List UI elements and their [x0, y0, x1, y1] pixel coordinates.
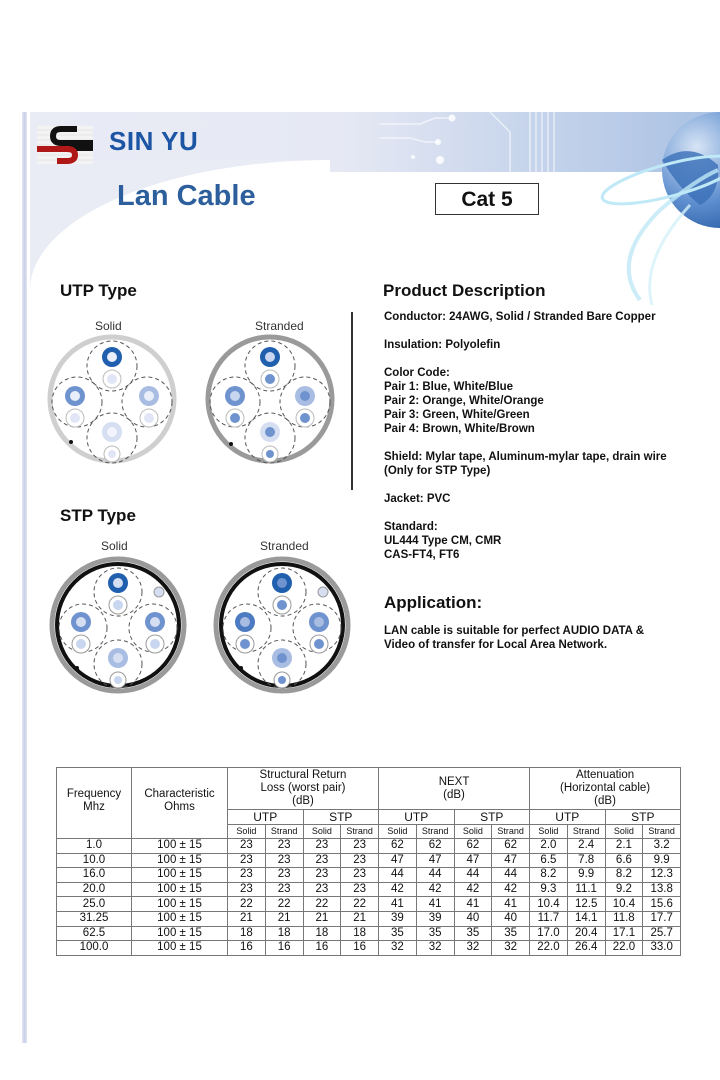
attenuation-cell: 12.5 [567, 897, 605, 912]
sin-yu-logo [37, 126, 93, 164]
frequency-cell: 31.25 [57, 911, 132, 926]
next-cell: 41 [416, 897, 454, 912]
srl-cell: 18 [303, 926, 341, 941]
frequency-cell: 16.0 [57, 868, 132, 883]
table-row [57, 882, 681, 897]
ohms-cell: 100 ± 15 [132, 941, 228, 956]
attenuation-cell: 11.7 [530, 911, 568, 926]
stp-solid-cable-diagram [49, 556, 187, 694]
srl-cell: 23 [303, 882, 341, 897]
next-cell: 39 [379, 911, 417, 926]
next-cell: 41 [492, 897, 530, 912]
attenuation-cell: 8.2 [530, 868, 568, 883]
attenuation-cell: 14.1 [567, 911, 605, 926]
standard-heading: Standard: [384, 521, 438, 533]
srl-cell: 23 [265, 853, 303, 868]
attenuation-cell: 3.2 [643, 839, 681, 854]
utp-stranded-cable-diagram [205, 334, 335, 464]
att-utp: UTP [530, 810, 606, 825]
srl-cell: 16 [303, 941, 341, 956]
srl-utp: UTP [228, 810, 304, 825]
attenuation-cell: 13.8 [643, 882, 681, 897]
subtype-solid: Solid [303, 825, 341, 839]
stp-stranded-label: Stranded [260, 539, 309, 553]
subtype-strand: Strand [492, 825, 530, 839]
srl-stp: STP [303, 810, 379, 825]
attenuation-cell: 9.9 [643, 853, 681, 868]
stp-stranded-cable-diagram [213, 556, 351, 694]
application-line-2: Video of transfer for Local Area Network. [384, 639, 608, 651]
utp-type-heading: UTP Type [60, 281, 137, 300]
srl-cell: 16 [265, 941, 303, 956]
header-next: NEXT (dB) [379, 768, 530, 810]
next-cell: 32 [379, 941, 417, 956]
next-cell: 35 [492, 926, 530, 941]
ohms-cell: 100 ± 15 [132, 853, 228, 868]
insulation-spec: Insulation: Polyolefin [384, 339, 501, 351]
srl-cell: 23 [341, 853, 379, 868]
stp-solid-label: Solid [101, 539, 128, 553]
attenuation-cell: 9.3 [530, 882, 568, 897]
header-characteristic: Characteristic Ohms [132, 768, 228, 839]
srl-cell: 23 [303, 853, 341, 868]
next-cell: 41 [454, 897, 492, 912]
next-cell: 62 [416, 839, 454, 854]
spec-table [56, 767, 681, 956]
next-cell: 44 [379, 868, 417, 883]
attenuation-cell: 25.7 [643, 926, 681, 941]
srl-cell: 22 [341, 897, 379, 912]
header-structural-return-loss: Structural Return Loss (worst pair) (dB) [228, 768, 379, 810]
ohms-cell: 100 ± 15 [132, 911, 228, 926]
subtype-strand: Strand [643, 825, 681, 839]
frequency-cell: 100.0 [57, 941, 132, 956]
table-row [57, 897, 681, 912]
srl-cell: 21 [228, 911, 266, 926]
pair-4: Pair 4: Brown, White/Brown [384, 423, 535, 435]
globe-graphic [600, 110, 720, 310]
attenuation-cell: 26.4 [567, 941, 605, 956]
srl-cell: 22 [303, 897, 341, 912]
page-left-strip [22, 112, 27, 1043]
next-cell: 47 [379, 853, 417, 868]
next-cell: 42 [416, 882, 454, 897]
ohms-cell: 100 ± 15 [132, 839, 228, 854]
next-cell: 40 [454, 911, 492, 926]
frequency-cell: 1.0 [57, 839, 132, 854]
section-divider [351, 312, 353, 490]
att-stp: STP [605, 810, 681, 825]
table-row [57, 868, 681, 883]
srl-cell: 23 [341, 868, 379, 883]
next-cell: 32 [454, 941, 492, 956]
attenuation-cell: 10.4 [605, 897, 643, 912]
next-cell: 35 [454, 926, 492, 941]
spec-table-body [57, 839, 681, 956]
table-row [57, 926, 681, 941]
utp-solid-cable-diagram [47, 334, 177, 464]
next-stp: STP [454, 810, 530, 825]
attenuation-cell: 33.0 [643, 941, 681, 956]
conductor-spec: Conductor: 24AWG, Solid / Stranded Bare Copper [384, 311, 656, 323]
srl-cell: 16 [341, 941, 379, 956]
srl-cell: 23 [228, 839, 266, 854]
srl-cell: 23 [265, 882, 303, 897]
next-utp: UTP [379, 810, 455, 825]
srl-cell: 22 [265, 897, 303, 912]
next-cell: 39 [416, 911, 454, 926]
next-cell: 42 [379, 882, 417, 897]
subtype-solid: Solid [379, 825, 417, 839]
table-row [57, 911, 681, 926]
attenuation-cell: 6.5 [530, 853, 568, 868]
table-row [57, 839, 681, 854]
next-cell: 47 [454, 853, 492, 868]
subtype-strand: Strand [567, 825, 605, 839]
shield-spec: Shield: Mylar tape, Aluminum-mylar tape, drain wire [384, 451, 667, 463]
pair-2: Pair 2: Orange, White/Orange [384, 395, 544, 407]
frequency-cell: 25.0 [57, 897, 132, 912]
category-badge: Cat 5 [435, 183, 539, 215]
pair-3: Pair 3: Green, White/Green [384, 409, 530, 421]
attenuation-cell: 11.8 [605, 911, 643, 926]
frequency-cell: 20.0 [57, 882, 132, 897]
next-cell: 32 [416, 941, 454, 956]
subtype-strand: Strand [265, 825, 303, 839]
frequency-cell: 10.0 [57, 853, 132, 868]
next-cell: 44 [454, 868, 492, 883]
attenuation-cell: 12.3 [643, 868, 681, 883]
attenuation-cell: 7.8 [567, 853, 605, 868]
attenuation-cell: 15.6 [643, 897, 681, 912]
srl-cell: 23 [341, 882, 379, 897]
srl-cell: 23 [228, 853, 266, 868]
attenuation-cell: 11.1 [567, 882, 605, 897]
srl-cell: 21 [341, 911, 379, 926]
shield-note: (Only for STP Type) [384, 465, 491, 477]
attenuation-cell: 17.0 [530, 926, 568, 941]
attenuation-cell: 17.7 [643, 911, 681, 926]
attenuation-cell: 2.0 [530, 839, 568, 854]
product-description-heading: Product Description [383, 281, 546, 300]
utp-stranded-label: Stranded [255, 319, 304, 333]
next-cell: 35 [379, 926, 417, 941]
next-cell: 62 [492, 839, 530, 854]
attenuation-cell: 10.4 [530, 897, 568, 912]
utp-solid-label: Solid [95, 319, 122, 333]
table-row [57, 941, 681, 956]
next-cell: 32 [492, 941, 530, 956]
attenuation-cell: 8.2 [605, 868, 643, 883]
circuit-graphic [380, 112, 620, 172]
srl-cell: 23 [228, 868, 266, 883]
standard-1: UL444 Type CM, CMR [384, 535, 502, 547]
attenuation-cell: 2.4 [567, 839, 605, 854]
stp-type-heading: STP Type [60, 506, 136, 525]
next-cell: 44 [492, 868, 530, 883]
attenuation-cell: 9.2 [605, 882, 643, 897]
subtype-strand: Strand [416, 825, 454, 839]
application-text [384, 624, 644, 652]
next-cell: 40 [492, 911, 530, 926]
next-cell: 42 [454, 882, 492, 897]
subtype-solid: Solid [605, 825, 643, 839]
attenuation-cell: 20.4 [567, 926, 605, 941]
product-description [384, 310, 667, 562]
srl-cell: 23 [341, 839, 379, 854]
subtype-solid: Solid [454, 825, 492, 839]
pair-1: Pair 1: Blue, White/Blue [384, 381, 514, 393]
srl-cell: 18 [265, 926, 303, 941]
frequency-cell: 62.5 [57, 926, 132, 941]
attenuation-cell: 9.9 [567, 868, 605, 883]
subtype-strand: Strand [341, 825, 379, 839]
brand-name: SIN YU [109, 126, 199, 156]
srl-cell: 18 [341, 926, 379, 941]
attenuation-cell: 22.0 [605, 941, 643, 956]
ohms-cell: 100 ± 15 [132, 897, 228, 912]
next-cell: 47 [416, 853, 454, 868]
attenuation-cell: 2.1 [605, 839, 643, 854]
srl-cell: 23 [265, 839, 303, 854]
attenuation-cell: 22.0 [530, 941, 568, 956]
srl-cell: 23 [303, 868, 341, 883]
table-row [57, 853, 681, 868]
attenuation-cell: 17.1 [605, 926, 643, 941]
jacket-spec: Jacket: PVC [384, 493, 451, 505]
srl-cell: 23 [303, 839, 341, 854]
next-cell: 41 [379, 897, 417, 912]
application-line-1: LAN cable is suitable for perfect AUDIO DATA & [384, 625, 645, 637]
srl-cell: 23 [228, 882, 266, 897]
application-heading: Application: [384, 593, 483, 612]
attenuation-cell: 6.6 [605, 853, 643, 868]
standard-2: CAS-FT4, FT6 [384, 549, 460, 561]
next-cell: 47 [492, 853, 530, 868]
header-attenuation: Attenuation (Horizontal cable) (dB) [530, 768, 681, 810]
srl-cell: 21 [303, 911, 341, 926]
next-cell: 35 [416, 926, 454, 941]
srl-cell: 21 [265, 911, 303, 926]
subtype-solid: Solid [530, 825, 568, 839]
ohms-cell: 100 ± 15 [132, 882, 228, 897]
ohms-cell: 100 ± 15 [132, 926, 228, 941]
header-frequency: Frequency Mhz [57, 768, 132, 839]
srl-cell: 16 [228, 941, 266, 956]
color-code-heading: Color Code: [384, 367, 450, 379]
ohms-cell: 100 ± 15 [132, 868, 228, 883]
page-title: Lan Cable [117, 180, 256, 212]
srl-cell: 22 [228, 897, 266, 912]
subtype-solid: Solid [228, 825, 266, 839]
next-cell: 62 [454, 839, 492, 854]
srl-cell: 23 [265, 868, 303, 883]
srl-cell: 18 [228, 926, 266, 941]
next-cell: 42 [492, 882, 530, 897]
next-cell: 62 [379, 839, 417, 854]
next-cell: 44 [416, 868, 454, 883]
